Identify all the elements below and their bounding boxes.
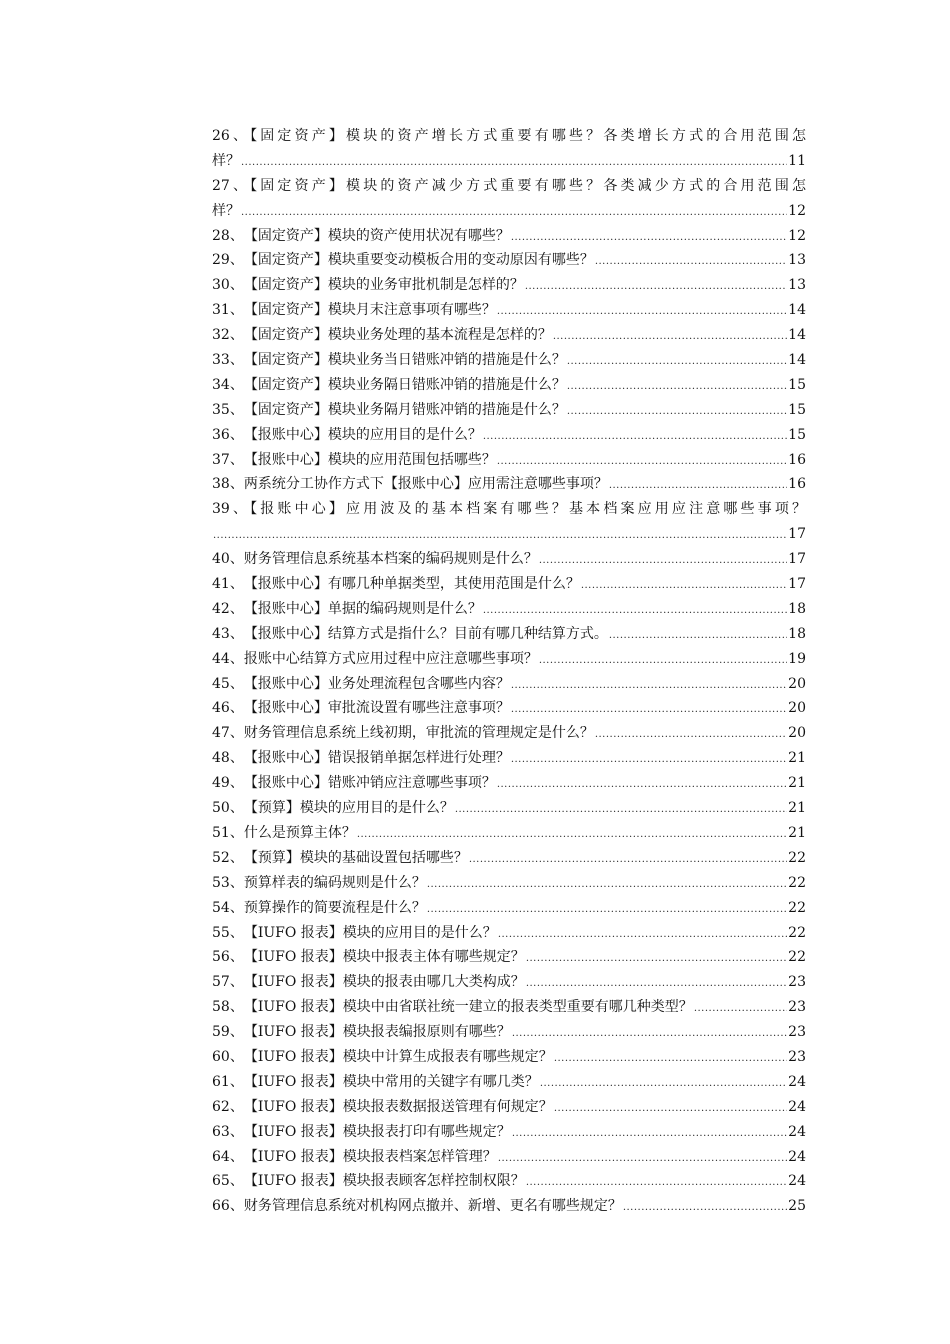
toc-entry-number: 38、 bbox=[212, 476, 244, 493]
toc-entry[interactable] bbox=[212, 298, 806, 323]
toc-entry-number: 34、 bbox=[212, 376, 244, 393]
toc-entry[interactable] bbox=[212, 348, 806, 373]
toc-entry-number: 49、 bbox=[212, 775, 244, 792]
toc-entry[interactable] bbox=[212, 696, 806, 721]
toc-entry-number: 55、 bbox=[212, 924, 244, 941]
toc-entry[interactable] bbox=[212, 323, 806, 348]
toc-entry[interactable] bbox=[212, 472, 806, 497]
toc-page-number: 22 bbox=[788, 899, 806, 916]
toc-entry[interactable] bbox=[212, 1169, 806, 1194]
toc-leader-dots bbox=[567, 375, 787, 400]
toc-page-number: 24 bbox=[788, 1173, 806, 1190]
toc-page-number: 24 bbox=[788, 1123, 806, 1140]
toc-entry[interactable] bbox=[212, 945, 806, 970]
toc-entry-number: 46、 bbox=[212, 700, 244, 717]
toc-page-number: 21 bbox=[788, 750, 806, 767]
toc-page-number: 18 bbox=[788, 625, 806, 642]
toc-leader-dots bbox=[511, 226, 787, 251]
toc-entry-title: 【固定资产】模块的资产使用状况有哪些？ bbox=[243, 227, 510, 244]
toc-entry-number: 60、 bbox=[212, 1048, 244, 1065]
toc-entry-number: 54、 bbox=[212, 899, 244, 916]
toc-entry-number: 66、 bbox=[212, 1198, 244, 1215]
toc-entry-number: 42、 bbox=[212, 600, 244, 617]
toc-entry-number: 29、 bbox=[212, 252, 244, 269]
toc-page-number: 20 bbox=[788, 700, 806, 717]
toc-entry[interactable] bbox=[212, 821, 806, 846]
toc-entry-title: 【IUFO 报表】模块报表顾客怎样控制权限？ bbox=[243, 1173, 525, 1190]
toc-page-number: 22 bbox=[788, 924, 806, 941]
toc-entry[interactable] bbox=[212, 1095, 806, 1120]
toc-entry-title: 【固定资产】模块业务隔月错账冲销的措施是什么？ bbox=[243, 401, 566, 418]
toc-leader-dots bbox=[512, 1022, 787, 1047]
toc-leader-dots bbox=[213, 524, 787, 549]
toc-leader-dots bbox=[526, 972, 787, 997]
toc-entry[interactable] bbox=[212, 124, 806, 174]
toc-page-number: 25 bbox=[788, 1198, 806, 1215]
toc-entry-title: 【IUFO 报表】模块报表打印有哪些规定？ bbox=[243, 1123, 511, 1140]
toc-entry[interactable] bbox=[212, 746, 806, 771]
table-of-contents bbox=[212, 124, 806, 1219]
toc-entry[interactable] bbox=[212, 1145, 806, 1170]
toc-entry-number: 52、 bbox=[212, 849, 244, 866]
toc-entry[interactable] bbox=[212, 846, 806, 871]
toc-entry-number: 27、 bbox=[212, 177, 251, 194]
toc-entry[interactable] bbox=[212, 896, 806, 921]
toc-page-number: 21 bbox=[788, 775, 806, 792]
toc-entry-title: 财务管理信息系统对机构网点撤并、新增、更名有哪些规定？ bbox=[243, 1198, 622, 1215]
toc-entry[interactable] bbox=[212, 273, 806, 298]
toc-entry-title: 【报账中心】模块的应用目的是什么？ bbox=[243, 426, 482, 443]
toc-entry-number: 65、 bbox=[212, 1173, 244, 1190]
toc-entry[interactable] bbox=[212, 597, 806, 622]
toc-entry-title: 【IUFO 报表】模块中计算生成报表有哪些规定？ bbox=[243, 1048, 553, 1065]
toc-page-number: 17 bbox=[788, 526, 806, 543]
toc-page-number: 19 bbox=[788, 650, 806, 667]
toc-entry-number: 36、 bbox=[212, 426, 244, 443]
toc-entry[interactable] bbox=[212, 1045, 806, 1070]
toc-entry-number: 57、 bbox=[212, 974, 244, 991]
toc-entry[interactable] bbox=[212, 398, 806, 423]
toc-page-number: 15 bbox=[788, 376, 806, 393]
toc-entry-title: 【IUFO 报表】模块的报表由哪几大类构成？ bbox=[243, 974, 525, 991]
toc-entry-number: 28、 bbox=[212, 227, 244, 244]
toc-leader-dots bbox=[553, 325, 787, 350]
toc-leader-dots bbox=[609, 474, 787, 499]
toc-entry-title: 【报账中心】模块的应用范围包括哪些？ bbox=[243, 451, 496, 468]
toc-entry-title: 【报账中心】有哪几种单据类型，其使用范围是什么？ bbox=[243, 576, 580, 593]
toc-entry-title: 财务管理信息系统上线初期，审批流的管理规定是什么？ bbox=[243, 725, 594, 742]
toc-page-number: 21 bbox=[788, 824, 806, 841]
toc-entry-title: 两系统分工协作方式下【报账中心】应用需注意哪些事项？ bbox=[243, 476, 608, 493]
toc-entry-title: 【固定资产】模块的资产减少方式重要有哪些？各类减少方式的合用范围怎 bbox=[250, 177, 806, 194]
toc-entry-number: 39、 bbox=[212, 501, 251, 518]
toc-entry-title: 【固定资产】模块重要变动模板合用的变动原因有哪些？ bbox=[243, 252, 594, 269]
toc-page-number: 24 bbox=[788, 1073, 806, 1090]
toc-entry-number: 44、 bbox=[212, 650, 244, 667]
toc-leader-dots bbox=[427, 898, 787, 923]
toc-leader-dots bbox=[539, 649, 787, 674]
toc-page-number: 13 bbox=[788, 252, 806, 269]
toc-page-number: 23 bbox=[788, 1048, 806, 1065]
toc-entry-title-line1 bbox=[212, 497, 806, 522]
toc-page-number: 14 bbox=[788, 352, 806, 369]
toc-entry-title: 【IUFO 报表】模块报表档案怎样管理？ bbox=[243, 1148, 497, 1165]
toc-entry-number: 43、 bbox=[212, 625, 244, 642]
toc-entry-title: 【报账中心】审批流设置有哪些注意事项？ bbox=[243, 700, 510, 717]
toc-entry[interactable] bbox=[212, 871, 806, 896]
toc-leader-dots bbox=[498, 923, 787, 948]
toc-entry[interactable] bbox=[212, 647, 806, 672]
toc-entry-title: 【IUFO 报表】模块报表数据报送管理有何规定？ bbox=[243, 1098, 553, 1115]
toc-entry-title: 【报账中心】错账冲销应注意哪些事项？ bbox=[243, 775, 496, 792]
toc-entry[interactable] bbox=[212, 970, 806, 995]
toc-entry[interactable] bbox=[212, 373, 806, 398]
toc-entry-title: 样？ bbox=[212, 152, 240, 169]
toc-page-number: 15 bbox=[788, 426, 806, 443]
toc-entry-number: 63、 bbox=[212, 1123, 244, 1140]
toc-leader-dots bbox=[511, 748, 787, 773]
toc-page-number: 23 bbox=[788, 974, 806, 991]
toc-leader-dots bbox=[694, 997, 787, 1022]
toc-entry-title: 预算样表的编码规则是什么？ bbox=[243, 874, 426, 891]
toc-leader-dots bbox=[511, 698, 787, 723]
toc-page-number: 12 bbox=[788, 227, 806, 244]
toc-entry[interactable] bbox=[212, 1120, 806, 1145]
toc-entry-title: 【固定资产】模块业务隔日错账冲销的措施是什么？ bbox=[243, 376, 566, 393]
toc-entry-number: 40、 bbox=[212, 551, 244, 568]
toc-entry-title: 【固定资产】模块的资产增长方式重要有哪些？各类增长方式的合用范围怎 bbox=[250, 128, 806, 144]
toc-leader-dots bbox=[483, 425, 787, 450]
toc-entry[interactable] bbox=[212, 921, 806, 946]
toc-entry[interactable] bbox=[212, 423, 806, 448]
toc-leader-dots bbox=[581, 574, 787, 599]
toc-leader-dots bbox=[483, 599, 787, 624]
toc-leader-dots bbox=[567, 350, 787, 375]
toc-entry-title: 【IUFO 报表】模块中常用的关键字有哪几类？ bbox=[243, 1073, 539, 1090]
toc-entry-title: 【报账中心】结算方式是指什么？目前有哪几种结算方式。 bbox=[243, 625, 608, 642]
toc-page-number: 20 bbox=[788, 725, 806, 742]
toc-entry-number: 37、 bbox=[212, 451, 244, 468]
toc-page-number: 24 bbox=[788, 1098, 806, 1115]
toc-entry[interactable] bbox=[212, 174, 806, 224]
toc-entry[interactable] bbox=[212, 224, 806, 249]
toc-entry-title: 【IUFO 报表】模块报表编报原则有哪些？ bbox=[243, 1024, 511, 1041]
toc-entry[interactable] bbox=[212, 995, 806, 1020]
toc-entry-title: 财务管理信息系统基本档案的编码规则是什么？ bbox=[243, 551, 538, 568]
toc-entry-title: 报账中心结算方式应用过程中应注意哪些事项？ bbox=[243, 650, 538, 667]
toc-entry[interactable] bbox=[212, 622, 806, 647]
toc-entry-title: 【IUFO 报表】模块的应用目的是什么？ bbox=[243, 924, 497, 941]
toc-leader-dots bbox=[595, 723, 787, 748]
toc-entry-number: 31、 bbox=[212, 302, 244, 319]
toc-page-number: 22 bbox=[788, 849, 806, 866]
toc-entry-number: 53、 bbox=[212, 874, 244, 891]
toc-page-number: 13 bbox=[788, 277, 806, 294]
toc-entry-number: 26、 bbox=[212, 128, 251, 144]
toc-entry-title: 【报账中心】业务处理流程包含哪些内容？ bbox=[243, 675, 510, 692]
toc-page-number: 18 bbox=[788, 600, 806, 617]
toc-entry-number: 33、 bbox=[212, 352, 244, 369]
toc-entry-title: 【预算】模块的应用目的是什么？ bbox=[243, 800, 454, 817]
toc-page-number: 17 bbox=[788, 576, 806, 593]
toc-page-number: 15 bbox=[788, 401, 806, 418]
toc-entry[interactable] bbox=[212, 796, 806, 821]
toc-entry[interactable] bbox=[212, 547, 806, 572]
toc-leader-dots bbox=[512, 1122, 787, 1147]
toc-entry[interactable] bbox=[212, 572, 806, 597]
toc-leader-dots bbox=[623, 1196, 787, 1221]
toc-entry-number: 64、 bbox=[212, 1148, 244, 1165]
toc-page-number: 22 bbox=[788, 874, 806, 891]
toc-entry-title: 【固定资产】模块业务当日错账冲销的措施是什么？ bbox=[243, 352, 566, 369]
toc-entry-title: 【报账中心】应用波及的基本档案有哪些？基本档案应用应注意哪些事项？ bbox=[250, 501, 806, 518]
toc-entry-number: 56、 bbox=[212, 949, 244, 966]
toc-entry-title: 预算操作的简要流程是什么？ bbox=[243, 899, 426, 916]
toc-leader-dots bbox=[427, 873, 787, 898]
toc-leader-dots bbox=[567, 400, 787, 425]
toc-leader-dots bbox=[525, 275, 787, 300]
toc-entry-title: 【固定资产】模块业务处理的基本流程是怎样的？ bbox=[243, 327, 552, 344]
toc-entry-number: 58、 bbox=[212, 999, 244, 1016]
toc-leader-dots bbox=[241, 151, 787, 176]
toc-leader-dots bbox=[539, 549, 787, 574]
toc-entry-title: 样？ bbox=[212, 202, 240, 219]
toc-leader-dots bbox=[455, 798, 787, 823]
toc-leader-dots bbox=[526, 947, 787, 972]
toc-page-number: 24 bbox=[788, 1148, 806, 1165]
toc-entry[interactable] bbox=[212, 248, 806, 273]
toc-page-number: 21 bbox=[788, 800, 806, 817]
toc-entry-title: 【IUFO 报表】模块中由省联社统一建立的报表类型重要有哪几种类型？ bbox=[243, 999, 693, 1016]
toc-entry-number: 47、 bbox=[212, 725, 244, 742]
toc-entry-number: 50、 bbox=[212, 800, 244, 817]
toc-page-number: 20 bbox=[788, 675, 806, 692]
toc-entry-number: 62、 bbox=[212, 1098, 244, 1115]
toc-entry-number: 30、 bbox=[212, 277, 244, 294]
toc-page-number: 22 bbox=[788, 949, 806, 966]
toc-entry[interactable] bbox=[212, 1194, 806, 1219]
toc-page-number: 16 bbox=[788, 476, 806, 493]
toc-leader-dots bbox=[498, 1147, 787, 1172]
toc-leader-dots bbox=[497, 300, 787, 325]
toc-page-number: 12 bbox=[788, 202, 806, 219]
toc-entry-number: 61、 bbox=[212, 1073, 244, 1090]
toc-entry[interactable] bbox=[212, 771, 806, 796]
toc-leader-dots bbox=[609, 624, 787, 649]
toc-page-number: 17 bbox=[788, 551, 806, 568]
toc-entry-number: 41、 bbox=[212, 576, 244, 593]
toc-leader-dots bbox=[357, 823, 787, 848]
toc-entry[interactable] bbox=[212, 497, 806, 547]
toc-entry-title: 【固定资产】模块月末注意事项有哪些？ bbox=[243, 302, 496, 319]
toc-entry-title: 【固定资产】模块的业务审批机制是怎样的？ bbox=[243, 277, 524, 294]
toc-entry-title: 【预算】模块的基础设置包括哪些？ bbox=[243, 849, 468, 866]
toc-leader-dots bbox=[540, 1072, 787, 1097]
toc-entry-number: 59、 bbox=[212, 1024, 244, 1041]
toc-leader-dots bbox=[511, 674, 787, 699]
toc-entry[interactable] bbox=[212, 721, 806, 746]
toc-page-number: 23 bbox=[788, 1024, 806, 1041]
toc-page-number: 23 bbox=[788, 999, 806, 1016]
toc-entry-title: 【报账中心】错误报销单据怎样进行处理？ bbox=[243, 750, 510, 767]
toc-entry-number: 32、 bbox=[212, 327, 244, 344]
toc-leader-dots bbox=[469, 848, 787, 873]
toc-leader-dots bbox=[526, 1171, 787, 1196]
toc-leader-dots bbox=[554, 1097, 787, 1122]
toc-leader-dots bbox=[595, 250, 787, 275]
toc-entry-number: 45、 bbox=[212, 675, 244, 692]
toc-leader-dots bbox=[497, 450, 787, 475]
toc-entry-title: 【报账中心】单据的编码规则是什么？ bbox=[243, 600, 482, 617]
toc-leader-dots bbox=[554, 1047, 787, 1072]
toc-entry-number: 48、 bbox=[212, 750, 244, 767]
toc-entry-title: 什么是预算主体？ bbox=[243, 824, 356, 841]
toc-entry[interactable] bbox=[212, 1070, 806, 1095]
toc-entry[interactable] bbox=[212, 1020, 806, 1045]
toc-entry-title-line1 bbox=[212, 124, 806, 149]
toc-page-number: 14 bbox=[788, 327, 806, 344]
toc-leader-dots bbox=[241, 201, 787, 226]
toc-entry-title: 【IUFO 报表】模块中报表主体有哪些规定？ bbox=[243, 949, 525, 966]
toc-leader-dots bbox=[497, 773, 787, 798]
toc-entry-title-line1 bbox=[212, 174, 806, 199]
toc-entry[interactable] bbox=[212, 448, 806, 473]
toc-page-number: 11 bbox=[788, 152, 806, 169]
toc-page-number: 14 bbox=[788, 302, 806, 319]
toc-entry-number: 51、 bbox=[212, 824, 244, 841]
toc-page-number: 16 bbox=[788, 451, 806, 468]
toc-entry[interactable] bbox=[212, 672, 806, 697]
toc-entry-number: 35、 bbox=[212, 401, 244, 418]
